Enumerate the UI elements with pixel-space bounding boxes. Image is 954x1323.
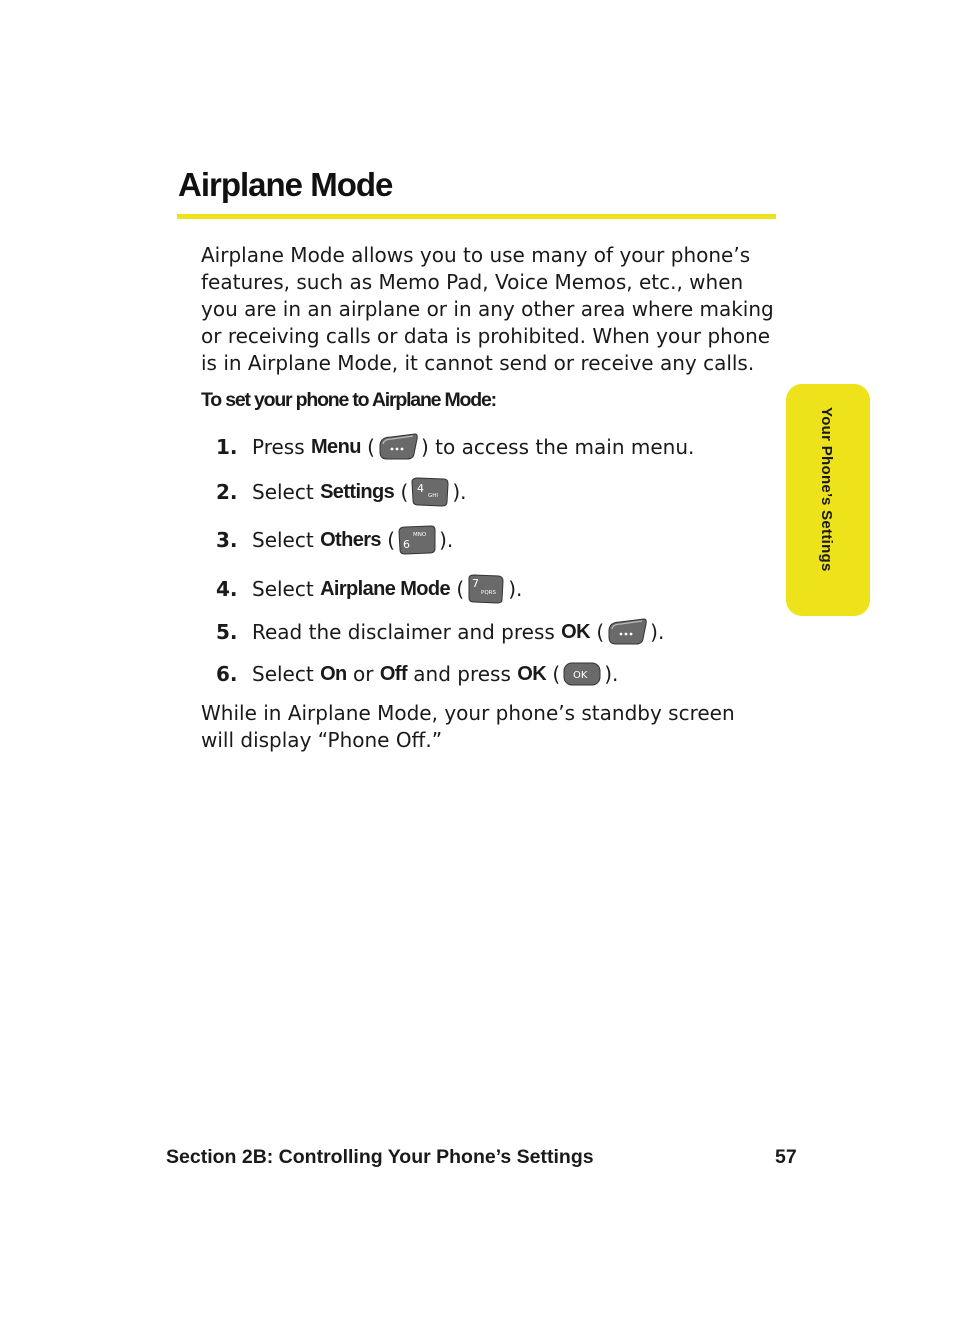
- step-keyword: On: [320, 662, 347, 685]
- step-keyword: OK: [517, 662, 547, 685]
- step-text: ).: [604, 662, 619, 686]
- step-number: 4.: [216, 577, 238, 601]
- step-keyword: Others: [320, 528, 381, 551]
- step-text: Press: [252, 435, 311, 459]
- step-text: ).: [650, 620, 665, 644]
- step-text: Select: [252, 662, 321, 686]
- step-5: [216, 617, 664, 647]
- step-text: ).: [508, 577, 523, 601]
- step-keyword: Settings: [320, 480, 395, 503]
- step-number: 5.: [216, 620, 238, 644]
- page-title: Airplane Mode: [178, 166, 393, 203]
- step-number: 2.: [216, 480, 238, 504]
- step-text: (: [546, 662, 561, 686]
- intro-paragraph: Airplane Mode allows you to use many of your phone’s features, such as Memo Pad, Voice Memos, etc., when you are in an airplane or in any other area where making or receiving calls or data is prohibited. When your phone is in Airplane Mode, it cannot send or receive any calls.: [201, 243, 774, 375]
- step-keyword: Airplane Mode: [320, 577, 451, 600]
- key-4-icon: [410, 476, 450, 508]
- step-text: Select: [252, 577, 321, 601]
- step-text: (: [450, 577, 465, 601]
- svg-text:4: 4: [417, 482, 425, 495]
- step-3: [216, 524, 453, 556]
- title-underline: [177, 214, 776, 219]
- key-6-icon: [397, 524, 437, 556]
- svg-text:OK: OK: [573, 670, 588, 681]
- step-text: ) to access the main menu.: [421, 435, 695, 459]
- step-keyword: Off: [379, 662, 407, 685]
- step-number: 6.: [216, 662, 238, 686]
- key-7-icon: [466, 573, 506, 605]
- step-number: 1.: [216, 435, 238, 459]
- section-tab-label: Your Phone’s Settings: [818, 407, 835, 572]
- step-text: ).: [452, 480, 467, 504]
- outro-paragraph: While in Airplane Mode, your phone’s standby screen will display “Phone Off.”: [201, 701, 735, 752]
- step-number: 3.: [216, 528, 238, 552]
- step-text: (: [394, 480, 409, 504]
- step-text: Read the disclaimer and press: [252, 620, 562, 644]
- menu-softkey-icon: [377, 432, 419, 462]
- svg-text:MNO: MNO: [413, 532, 427, 538]
- step-2: [216, 476, 467, 508]
- ok-button-icon: [562, 660, 602, 688]
- footer-section-title: Section 2B: Controlling Your Phone’s Settings: [166, 1146, 594, 1168]
- step-text: ).: [439, 528, 454, 552]
- svg-text:7: 7: [472, 577, 480, 590]
- svg-text:PQRS: PQRS: [481, 590, 497, 596]
- menu-softkey-icon: [606, 617, 648, 647]
- step-keyword: OK: [561, 620, 590, 643]
- svg-text:GHI: GHI: [428, 493, 439, 499]
- step-text: (: [589, 620, 605, 644]
- step-text: and press: [406, 662, 518, 686]
- page-number: 57: [775, 1146, 797, 1168]
- step-keyword: Menu: [311, 435, 361, 458]
- step-text: Select: [252, 480, 321, 504]
- step-text: (: [380, 528, 396, 552]
- step-6: [216, 660, 618, 688]
- step-text: (: [360, 435, 375, 459]
- step-text: Select: [252, 528, 321, 552]
- svg-text:6: 6: [403, 538, 411, 551]
- step-1: [216, 432, 694, 462]
- procedure-heading: To set your phone to Airplane Mode:: [201, 389, 496, 411]
- step-4: [216, 573, 522, 605]
- step-text: or: [346, 662, 380, 686]
